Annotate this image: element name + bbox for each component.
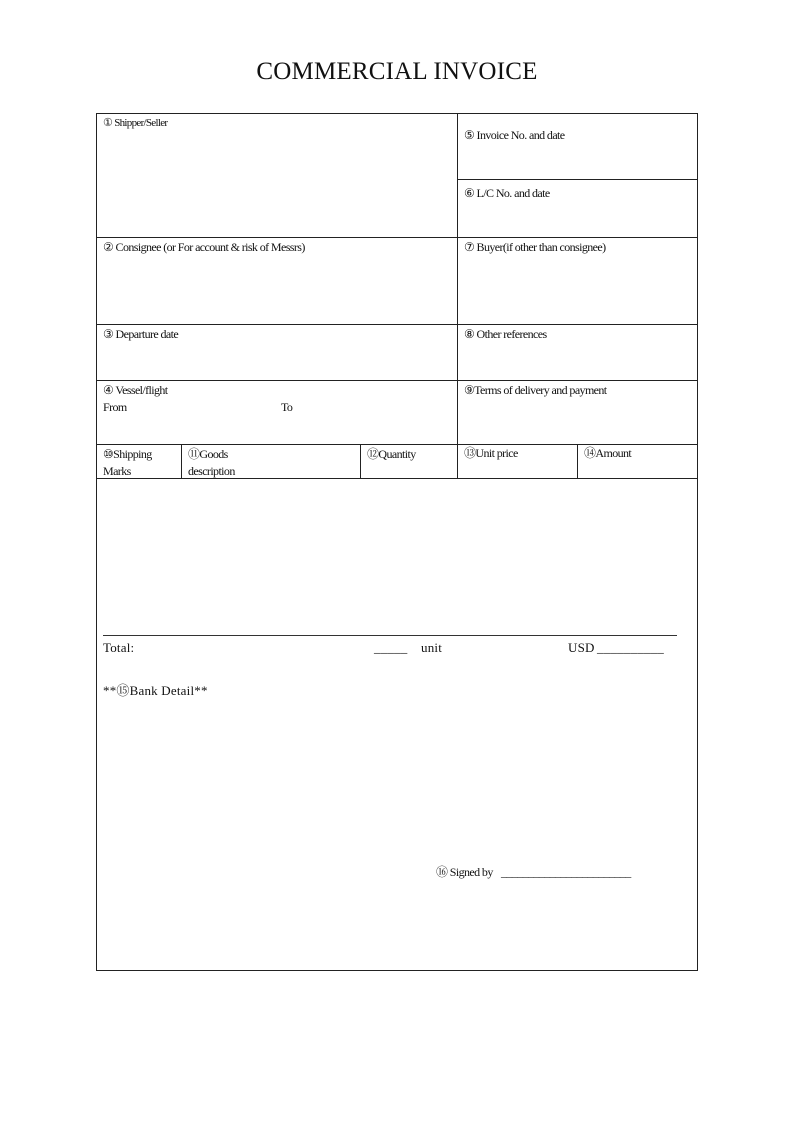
- table-header-bottom-border: [96, 478, 698, 479]
- vessel-flight-label: ④ Vessel/flight: [103, 383, 168, 397]
- col-unit-price: ⑬Unit price: [464, 446, 518, 460]
- signed-by-label: ⑯ Signed by: [436, 865, 493, 879]
- consignee-label: ② Consignee (or For account & risk of Messrs): [103, 240, 305, 254]
- total-currency-label: USD: [568, 640, 595, 655]
- other-references-label: ⑧ Other references: [464, 327, 547, 341]
- terms-label: ⑨Terms of delivery and payment: [464, 383, 607, 397]
- shipper-label: ① Shipper/Seller: [103, 117, 168, 129]
- frame-left-border: [96, 113, 97, 971]
- row3-bottom-border: [96, 380, 698, 381]
- from-label: From: [103, 400, 127, 414]
- row2-bottom-border: [96, 324, 698, 325]
- row1-bottom-border: [96, 237, 698, 238]
- col-shipping-marks-line1: ⑩Shipping: [103, 447, 152, 461]
- to-label: To: [281, 400, 293, 414]
- col-goods-description-line2: description: [188, 464, 235, 478]
- total-unit-label: unit: [421, 640, 443, 655]
- buyer-label: ⑦ Buyer(if other than consignee): [464, 240, 606, 254]
- total-quantity-blank: _____: [374, 640, 408, 655]
- col-divider-goods: [360, 444, 361, 479]
- frame-bottom-border: [96, 970, 698, 971]
- frame-top-border: [96, 113, 698, 114]
- col-divider-unit: [577, 444, 578, 479]
- invoice-form: [96, 113, 698, 971]
- invoice-lc-divider: [457, 179, 698, 180]
- document-title: COMMERCIAL INVOICE: [256, 58, 538, 85]
- total-amount-blank: __________: [597, 640, 664, 655]
- col-shipping-marks-line2: Marks: [103, 464, 131, 478]
- total-label: Total:: [103, 640, 135, 655]
- lc-no-label: ⑥ L/C No. and date: [464, 186, 550, 200]
- col-quantity: ⑫Quantity: [367, 447, 416, 461]
- upper-column-divider: [457, 113, 458, 478]
- signature-line: ________________________: [501, 865, 631, 879]
- departure-date-label: ③ Departure date: [103, 327, 179, 341]
- col-amount: ⑭Amount: [584, 446, 632, 460]
- bank-detail-label: **⑮Bank Detail**: [103, 683, 208, 698]
- frame-right-border: [697, 113, 698, 971]
- totals-rule: [103, 635, 677, 636]
- col-goods-description-line1: ⑪Goods: [188, 447, 228, 461]
- invoice-no-label: ⑤ Invoice No. and date: [464, 128, 565, 142]
- col-divider-marks: [181, 444, 182, 479]
